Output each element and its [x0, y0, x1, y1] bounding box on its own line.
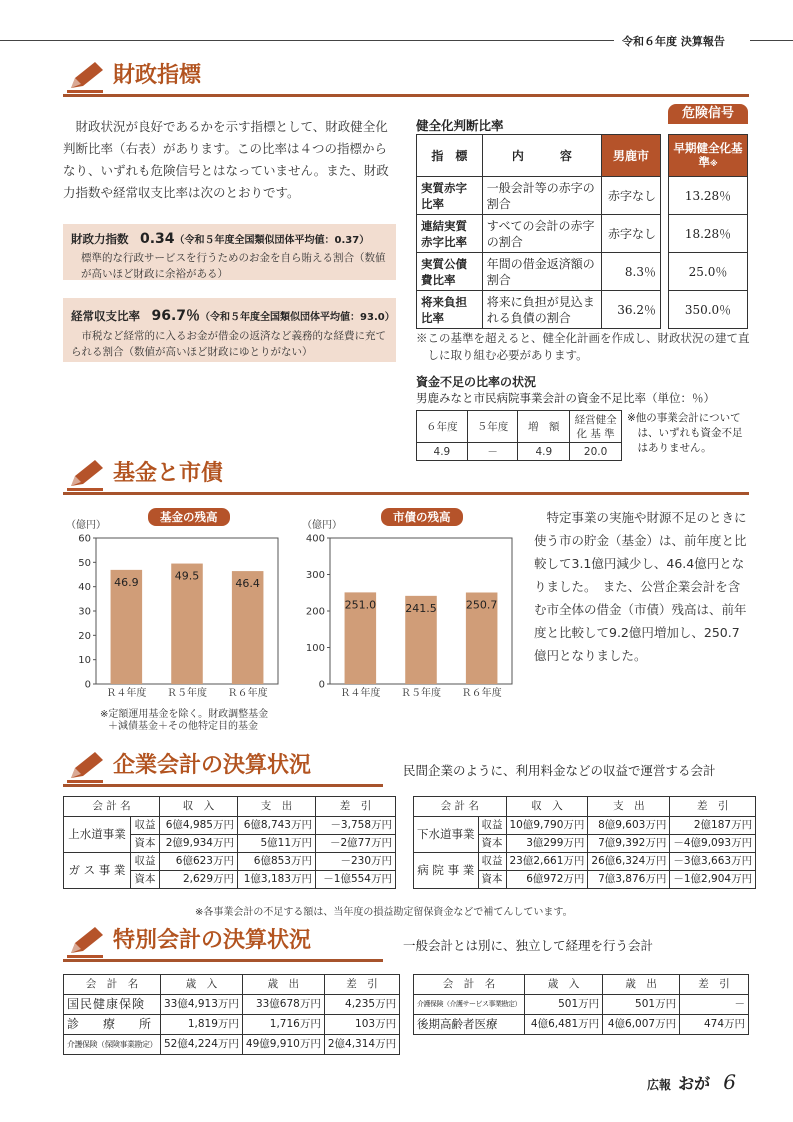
balance: － — [680, 995, 749, 1015]
balance: －3,758万円 — [316, 817, 396, 835]
chart-note-1: ※定額運用基金を除く。財政調整基金 — [100, 709, 269, 720]
box-avg: （令和５年度全国類似団体平均値：93.0） — [200, 312, 395, 323]
page-number: 6 — [723, 1070, 736, 1094]
income: 2億9,934万円 — [160, 835, 238, 853]
income: 6億623万円 — [160, 853, 238, 871]
expenditure: 4億6,007万円 — [603, 1015, 680, 1035]
shortage-value: 4.9 — [417, 443, 468, 461]
shortage-title: 資金不足の比率の状況 — [416, 375, 537, 389]
expenditure: 33億678万円 — [242, 995, 324, 1015]
col-header: 収 入 — [506, 797, 588, 817]
balance: 4,235万円 — [324, 995, 399, 1015]
chart-debt-ylabel: （億円） — [302, 520, 342, 531]
col-header: 差 引 — [324, 975, 399, 995]
section-rule — [63, 492, 749, 495]
ratio-desc: すべての会計の赤字の割合 — [482, 215, 601, 253]
col-header: 会 計 名 — [414, 975, 525, 995]
header-rule-right — [750, 40, 793, 41]
col-header-oga: 男鹿市 — [602, 135, 661, 177]
box-desc: 標準的な行政サービスを行うためのお金を自ら賄える割合（数値が高いほど財政に余裕がある） — [81, 252, 386, 280]
expense: 1億3,183万円 — [238, 871, 316, 889]
shortage-value: 20.0 — [570, 443, 622, 461]
col-header: 内 容 — [482, 135, 601, 177]
y-tick-label: 40 — [78, 582, 91, 594]
data-label: 46.4 — [235, 577, 260, 591]
col-header: 歳 入 — [525, 975, 603, 995]
balance: －230万円 — [316, 853, 396, 871]
x-tick-label: Ｒ６年度 — [461, 688, 502, 699]
chart-debt-title: 市債の残高 — [381, 508, 463, 526]
col-header: 差 引 — [316, 797, 396, 817]
section-finance — [63, 60, 749, 96]
enterprise-table-left — [63, 796, 396, 889]
ordinary-balance-box — [63, 298, 396, 362]
chart-fund — [64, 528, 288, 700]
col-header: 支 出 — [238, 797, 316, 817]
expense: 6億8,743万円 — [238, 817, 316, 835]
balance: －3億3,663万円 — [670, 853, 756, 871]
data-label: 250.7 — [465, 598, 498, 612]
expenditure: 49億9,910万円 — [242, 1035, 324, 1055]
balance: －2億77万円 — [316, 835, 396, 853]
section-special — [63, 925, 749, 961]
col-header: 会 計 名 — [414, 797, 507, 817]
pencil-icon — [67, 925, 107, 959]
income: 10億9,790万円 — [506, 817, 588, 835]
footer — [647, 1070, 736, 1094]
ratio-note: ※この基準を超えると、健全化計画を作成し、財政状況の建て直しに取り組む必要があります。 — [416, 331, 750, 362]
ratio-oga: 36.2％ — [602, 291, 661, 329]
col-header: 収 入 — [160, 797, 238, 817]
ratio-name: 実質公債費比率 — [417, 253, 483, 291]
balance: 103万円 — [324, 1015, 399, 1035]
shortage-value: － — [467, 443, 518, 461]
row-kind: 収益 — [130, 853, 159, 871]
danger-badge: 危険信号 — [668, 104, 748, 124]
enterprise-note: ※各事業会計の不足する額は、当年度の損益勘定留保資金などで補てんしています。 — [195, 907, 573, 918]
section-title: 特別会計の決算状況 — [113, 928, 312, 953]
section-subtitle: 一般会計とは別に、独立して経理を行う会計 — [403, 938, 654, 953]
box-avg: （令和５年度全国類似団体平均値：0.37） — [174, 235, 370, 246]
y-tick-label: 0 — [318, 679, 325, 691]
row-kind: 資本 — [478, 835, 506, 853]
shortage-subtitle: 男鹿みなと市民病院事業会計の資金不足比率（単位：％） — [416, 391, 715, 405]
funds-text: 特定事業の実施や財源不足のときに使う市の貯金（基金）は、前年度と比較して3.1億円減少し、46.4億円となりました。 また、公営企業会計を含む市全体の借金（市債）残高は、前年度と比較して9.2億円増加し、250.7億円となりました。 — [534, 510, 747, 663]
balance: 2億187万円 — [670, 817, 756, 835]
expenditure: 501万円 — [603, 995, 680, 1015]
box-value: 0.34 — [140, 231, 175, 247]
balance: 2億4,314万円 — [324, 1035, 399, 1055]
ratio-name: 実質赤字比率 — [417, 177, 483, 215]
y-tick-label: 20 — [78, 630, 91, 642]
data-label: 241.5 — [405, 601, 437, 615]
section-title: 財政指標 — [113, 63, 202, 88]
income: 6億972万円 — [506, 871, 588, 889]
y-tick-label: 200 — [305, 606, 325, 618]
section-enterprise — [63, 750, 749, 786]
pencil-icon — [67, 60, 107, 94]
account-name: 下水道事業 — [414, 817, 479, 853]
row-kind: 資本 — [130, 871, 159, 889]
income: 6億4,985万円 — [160, 817, 238, 835]
expense: 26億6,324万円 — [588, 853, 670, 871]
box-desc: 市税など経常的に入るお金が借金の返済など義務的な経費に充てられる割合（数値が高いほど財政にゆとりがない） — [71, 330, 386, 358]
revenue: 1,819万円 — [161, 1015, 243, 1035]
data-label: 49.5 — [174, 569, 200, 583]
col-header: 会 計 名 — [64, 975, 161, 995]
col-header: ６年度 — [417, 411, 468, 443]
revenue: 4億6,481万円 — [525, 1015, 603, 1035]
expense: 8億9,603万円 — [588, 817, 670, 835]
std-header-text: 早期健全化基準 — [673, 140, 743, 169]
revenue: 33億4,913万円 — [161, 995, 243, 1015]
footer-name: おが — [678, 1074, 711, 1093]
section-subtitle: 民間企業のように、利用料金などの収益で運営する会計 — [403, 763, 716, 778]
header-rule-left — [0, 40, 614, 41]
account-name: 病 院 事 業 — [414, 853, 479, 889]
pencil-icon — [67, 458, 107, 492]
y-tick-label: 50 — [78, 557, 91, 569]
income: 23億2,661万円 — [506, 853, 588, 871]
expense: 7億3,876万円 — [588, 871, 670, 889]
account-name: 国民健康保険 — [64, 995, 161, 1015]
chart-fund-title: 基金の残高 — [148, 508, 230, 526]
data-label: 251.0 — [344, 598, 377, 612]
ratio-title: 健全化判断比率 — [416, 118, 504, 133]
row-kind: 資本 — [478, 871, 506, 889]
ratio-desc: 将来に負担が見込まれる負債の割合 — [482, 291, 601, 329]
row-kind: 収益 — [478, 817, 506, 835]
pencil-icon — [67, 750, 107, 784]
x-tick-label: Ｒ６年度 — [227, 688, 268, 699]
std-header-mark: ※ — [709, 158, 718, 168]
revenue: 501万円 — [525, 995, 603, 1015]
ratio-std: 13.28％ — [669, 177, 748, 215]
ratio-desc: 一般会計等の赤字の割合 — [482, 177, 601, 215]
col-header-std — [669, 135, 748, 177]
ratio-table-std — [668, 134, 748, 329]
y-tick-label: 400 — [305, 533, 325, 545]
col-header: 指 標 — [417, 135, 483, 177]
col-header: ５年度 — [467, 411, 518, 443]
revenue: 52億4,224万円 — [161, 1035, 243, 1055]
income: 2,629万円 — [160, 871, 238, 889]
ratio-oga: 赤字なし — [602, 215, 661, 253]
balance: 474万円 — [680, 1015, 749, 1035]
box-label: 経常収支比率 — [71, 309, 140, 323]
enterprise-table-right — [413, 796, 756, 889]
account-name: 上水道事業 — [64, 817, 131, 853]
ratio-std: 18.28％ — [669, 215, 748, 253]
chart-debt — [298, 528, 522, 700]
ratio-std: 350.0％ — [669, 291, 748, 329]
section-rule — [63, 784, 383, 787]
x-tick-label: Ｒ４年度 — [340, 688, 381, 699]
col-header: 差 引 — [680, 975, 749, 995]
account-name: 診 療 所 — [64, 1015, 161, 1035]
ratio-table-main — [416, 134, 661, 329]
fiscal-power-box — [63, 224, 396, 280]
col-header: 差 引 — [670, 797, 756, 817]
ratio-oga: 8.3％ — [602, 253, 661, 291]
balance: －1億554万円 — [316, 871, 396, 889]
special-table-right — [413, 974, 749, 1035]
y-tick-label: 100 — [305, 643, 325, 654]
balance: －4億9,093万円 — [670, 835, 756, 853]
income: 3億299万円 — [506, 835, 588, 853]
section-rule — [63, 959, 383, 962]
expense: 5億11万円 — [238, 835, 316, 853]
row-kind: 収益 — [478, 853, 506, 871]
y-tick-label: 60 — [78, 533, 91, 545]
ratio-oga: 赤字なし — [602, 177, 661, 215]
balance: －1億2,904万円 — [670, 871, 756, 889]
x-tick-label: Ｒ４年度 — [106, 688, 147, 699]
header-title: 令和６年度 決算報告 — [622, 35, 725, 48]
expense: 6億853万円 — [238, 853, 316, 871]
account-name: 後期高齢者医療 — [414, 1015, 525, 1035]
col-header: 歳 入 — [161, 975, 243, 995]
finance-intro: 財政状況が良好であるかを示す指標として、財政健全化判断比率（右表）があります。この比率は４つの指標からなり、いずれも危険信号とはなっていません。また、財政力指数や経常収支比率は次のとおりです。 — [63, 119, 389, 200]
box-label: 財政力指数 — [71, 232, 129, 246]
account-name: ガ ス 事 業 — [64, 853, 131, 889]
expenditure: 1,716万円 — [242, 1015, 324, 1035]
chart-fund-ylabel: （億円） — [66, 520, 106, 531]
chart-note-2: ＋減債基金＋その他特定目的基金 — [108, 721, 258, 732]
account-name: 介護保険（介護サービス事業勘定） — [414, 995, 525, 1015]
col-header: 経営健全化 基 準 — [570, 411, 622, 443]
special-table-left — [63, 974, 400, 1055]
col-header: 支 出 — [588, 797, 670, 817]
account-name: 介護保険（保険事業勘定） — [64, 1035, 161, 1055]
shortage-note: ※他の事業会計については、いずれも資金不足はありません。 — [627, 412, 743, 454]
ratio-desc: 年間の借金返済額の割合 — [482, 253, 601, 291]
col-header: 会 計 名 — [64, 797, 160, 817]
shortage-table — [416, 410, 622, 461]
section-title: 基金と市債 — [113, 461, 224, 486]
y-tick-label: 30 — [78, 606, 91, 618]
y-tick-label: 0 — [84, 679, 91, 691]
col-header: 増 額 — [518, 411, 570, 443]
shortage-value: 4.9 — [518, 443, 570, 461]
section-rule — [63, 94, 749, 97]
col-header: 歳 出 — [603, 975, 680, 995]
data-label: 46.9 — [114, 575, 139, 589]
x-tick-label: Ｒ５年度 — [167, 688, 207, 699]
y-tick-label: 10 — [78, 655, 91, 667]
ratio-name: 将来負担比率 — [417, 291, 483, 329]
section-funds — [63, 458, 749, 494]
x-tick-label: Ｒ５年度 — [401, 688, 441, 699]
section-title: 企業会計の決算状況 — [113, 753, 312, 778]
row-kind: 資本 — [130, 835, 159, 853]
box-value: 96.7％ — [151, 308, 201, 324]
y-tick-label: 300 — [305, 570, 325, 581]
ratio-std: 25.0％ — [669, 253, 748, 291]
footer-label: 広報 — [647, 1078, 672, 1092]
expense: 7億9,392万円 — [588, 835, 670, 853]
col-header: 歳 出 — [242, 975, 324, 995]
row-kind: 収益 — [130, 817, 159, 835]
ratio-name: 連結実質赤字比率 — [417, 215, 483, 253]
